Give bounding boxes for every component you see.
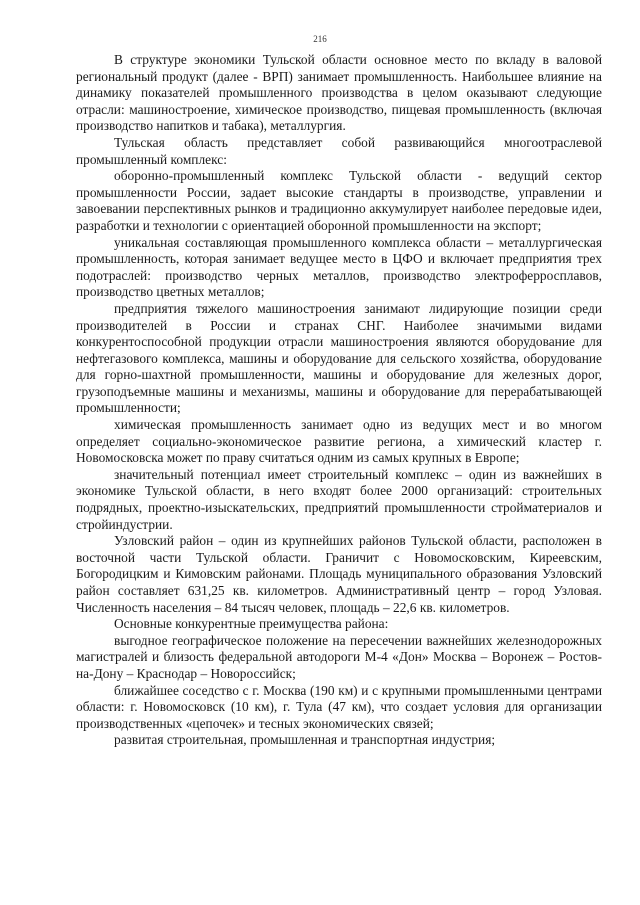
paragraph: В структуре экономики Тульской области основное место по вкладу в валовой региональный продукт (далее - ВРП) занимает промышленность. Наибольшее влияние на динамику показателей промышленного производства в целом оказывают следующие отрасли: машиностроение, химическое производство, пищевая промышленность (включая производство напитков и табака), металлургия. (76, 52, 602, 134)
paragraph: Тульская область представляет собой развивающийся многоотраслевой промышленный комплекс: (76, 134, 602, 167)
paragraph: значительный потенциал имеет строительный комплекс – один из важнейших в экономике Тульской области, в него входят более 2000 организаций: строительных подрядных, проектно-изыскательских, предприятий промышленности стройматериалов и стройиндустрии. (76, 466, 602, 532)
paragraph: Основные конкурентные преимущества района: (114, 616, 389, 632)
document-body (76, 52, 602, 749)
paragraph: оборонно-промышленный комплекс Тульской области - ведущий сектор промышленности России, задает высокие стандарты в производстве, управлении и завоевании перспективных рынков и традиционно аккумулирует наиболее передовые идеи, разработки и технологии с ориентацией оборонной промышленности на экспорт; (76, 168, 602, 233)
paragraph: развитая строительная, промышленная и транспортная индустрия; (114, 732, 496, 748)
paragraph: уникальная составляющая промышленного комплекса области – металлургическая промышленность, которая занимает ведущее место в ЦФО и включает предприятия трех подотраслей: производство черных металлов, производство электроферросплавов, производство цветных металлов; (76, 234, 602, 300)
paragraph: Узловский район – один из крупнейших районов Тульской области, расположен в восточной части Тульской области. Граничит с Новомосковским, Киреевским, Богородицким и Кимовским районами. Площадь муниципального образования Узловский район составляет 631,25 кв. километров. Административный центр – город Узловая. Численность населения – 84 тысяч человек, площадь – 22,6 кв. километров. (76, 533, 602, 615)
paragraph: выгодное географическое положение на пересечении важнейших железнодорожных магистралей и близость федеральной автодороги М-4 «Дон» Москва – Воронеж – Ростов-на-Дону – Краснодар – Новороссийск; (76, 632, 602, 681)
paragraph: химическая промышленность занимает одно из ведущих мест и во многом определяет социально-экономическое развитие региона, а химический кластер г. Новомосковска может по праву считаться одним из самых крупных в Европе; (76, 417, 602, 466)
paragraph: ближайшее соседство с г. Москва (190 км) и с крупными промышленными центрами области: г. Новомосковск (10 км), г. Тула (47 км), что создает условия для организации производственных «цепочек» и тесных экономических связей; (76, 682, 602, 731)
page-number: 216 (313, 34, 327, 44)
paragraph: предприятия тяжелого машиностроения занимают лидирующие позиции среди производителей в России и странах СНГ. Наиболее значимыми видами конкурентоспособной продукции отрасли машиностроения являются оборудование для нефтегазового комплекса, машины и оборудование для сельского хозяйства, оборудование для горно-шахтной промышленности, машины и оборудование для железных дорог, грузоподъемные машины и механизмы, машины и оборудование для перерабатывающей промышленности; (76, 300, 602, 416)
